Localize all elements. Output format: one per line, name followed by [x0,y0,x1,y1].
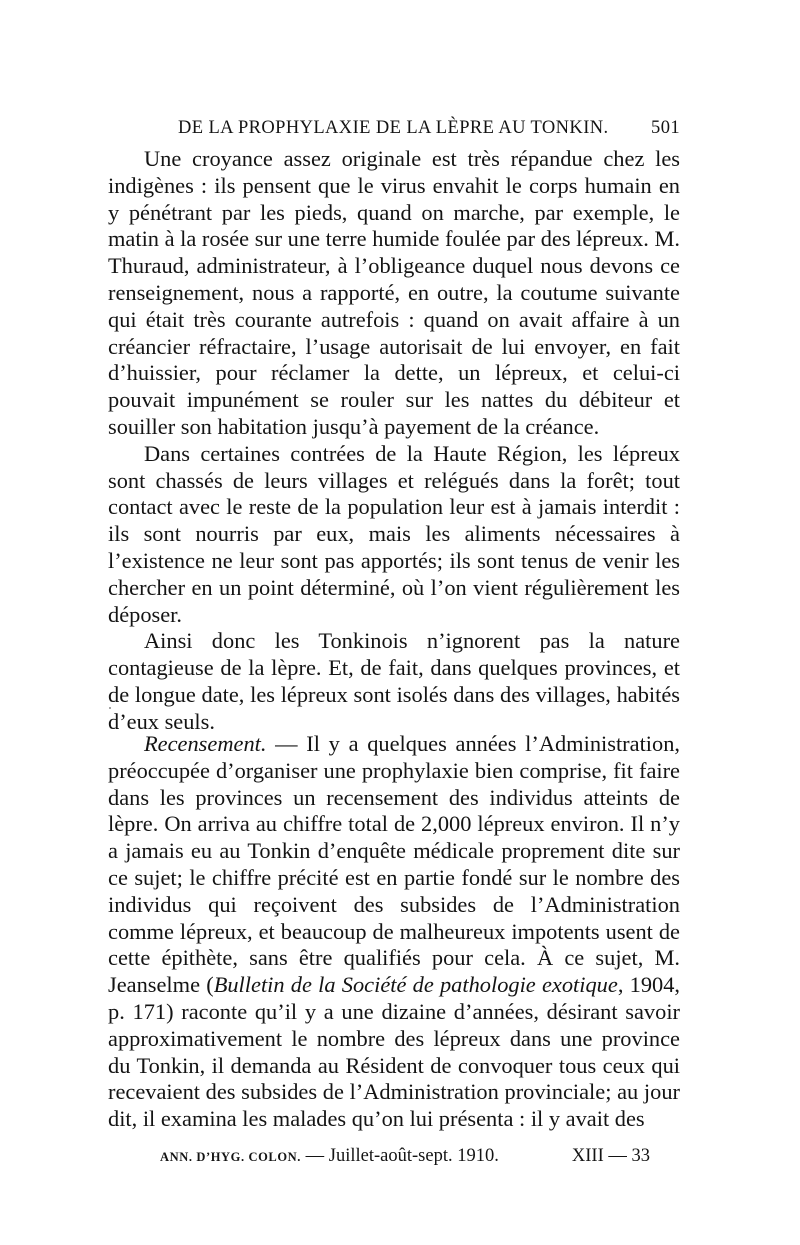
journal-abbreviation: ANN. D’HYG. COLON. [160,1150,302,1164]
running-title: DE LA PROPHYLAXIE DE LA LÈPRE AU TONKIN. [178,118,609,138]
volume-signature: XIII — 33 [571,1146,650,1166]
footer-reference [160,1146,499,1167]
section-text: — Il y a quelques années l’Administration, préoccupée d’organiser une prophylaxie bien comprise, fit faire dans les provinces un recensement des individus atteints de lèpre. On arriva au chiffre total de 2,000 lépreux environ. Il n’y a jamais eu au Tonkin d’enquête médicale proprement dite sur ce sujet; le chiffre précité est en partie fondé sur le nombre des individus qui reçoivent des subsides de l’Administration comme lépreux, et beaucoup de malheureux impotents usent de cette épithète, sans être qualifiés pour cela. À ce sujet, M. Jeanselme ( [108,731,680,998]
section-rubric: Recensement. [144,731,267,756]
section-separator-mark [108,706,112,710]
citation-title: Bulletin de la Société de pathologie exotique [213,972,618,998]
section-text-continued: , 1904, p. 171) raconte qu’il y a une dizaine d’années, désirant savoir approximativement le nombre des lépreux dans une province du Tonkin, il demanda au Résident de convoquer tous ceux qui recevaient des subsides de l’Administration provinciale; au jour dit, il examina les malades qu’on lui présenta : il y avait des [108,972,681,1132]
paragraph: Ainsi donc les Tonkinois n’ignorent pas la nature contagieuse de la lèpre. Et, de fait, dans quelques provinces, et de longue date, les lépreux sont isolés dans des villages, habités d’eux seuls. [108,628,680,734]
body-text-block [108,146,680,736]
census-section [108,731,680,1133]
issue-date: — Juillet-août-sept. 1910. [301,1146,499,1166]
page-number: 501 [651,118,680,138]
section-paragraph [108,731,680,1133]
paragraph: Une croyance assez originale est très répandue chez les indigènes : ils pensent que le virus envahit le corps humain en y pénétrant par les pieds, quand on marche, par exemple, le matin à la rosée sur une terre humide foulée par des lépreux. M. Thuraud, administrateur, à l’obligeance duquel nous devons ce renseignement, nous a rapporté, en outre, la coutume suivante qui était très courante autrefois : quand on avait affaire à un créancier réfractaire, l’usage autorisait de lui envoyer, en fait d’huissier, pour réclamer la dette, un lépreux, et celui-ci pouvait impunément se rouler sur les nattes du débiteur et souiller son habitation jusqu’à payement de la créance. [108,146,680,439]
paragraph: Dans certaines contrées de la Haute Région, les lépreux sont chassés de leurs villages et relégués dans la forêt; tout contact avec le reste de la population leur est à jamais interdit : ils sont nourris par eux, mais les aliments nécessaires à l’existence ne leur sont pas apportés; ils sont tenus de venir les chercher en un point déterminé, où l’on vient régulièrement les déposer. [108,440,680,627]
